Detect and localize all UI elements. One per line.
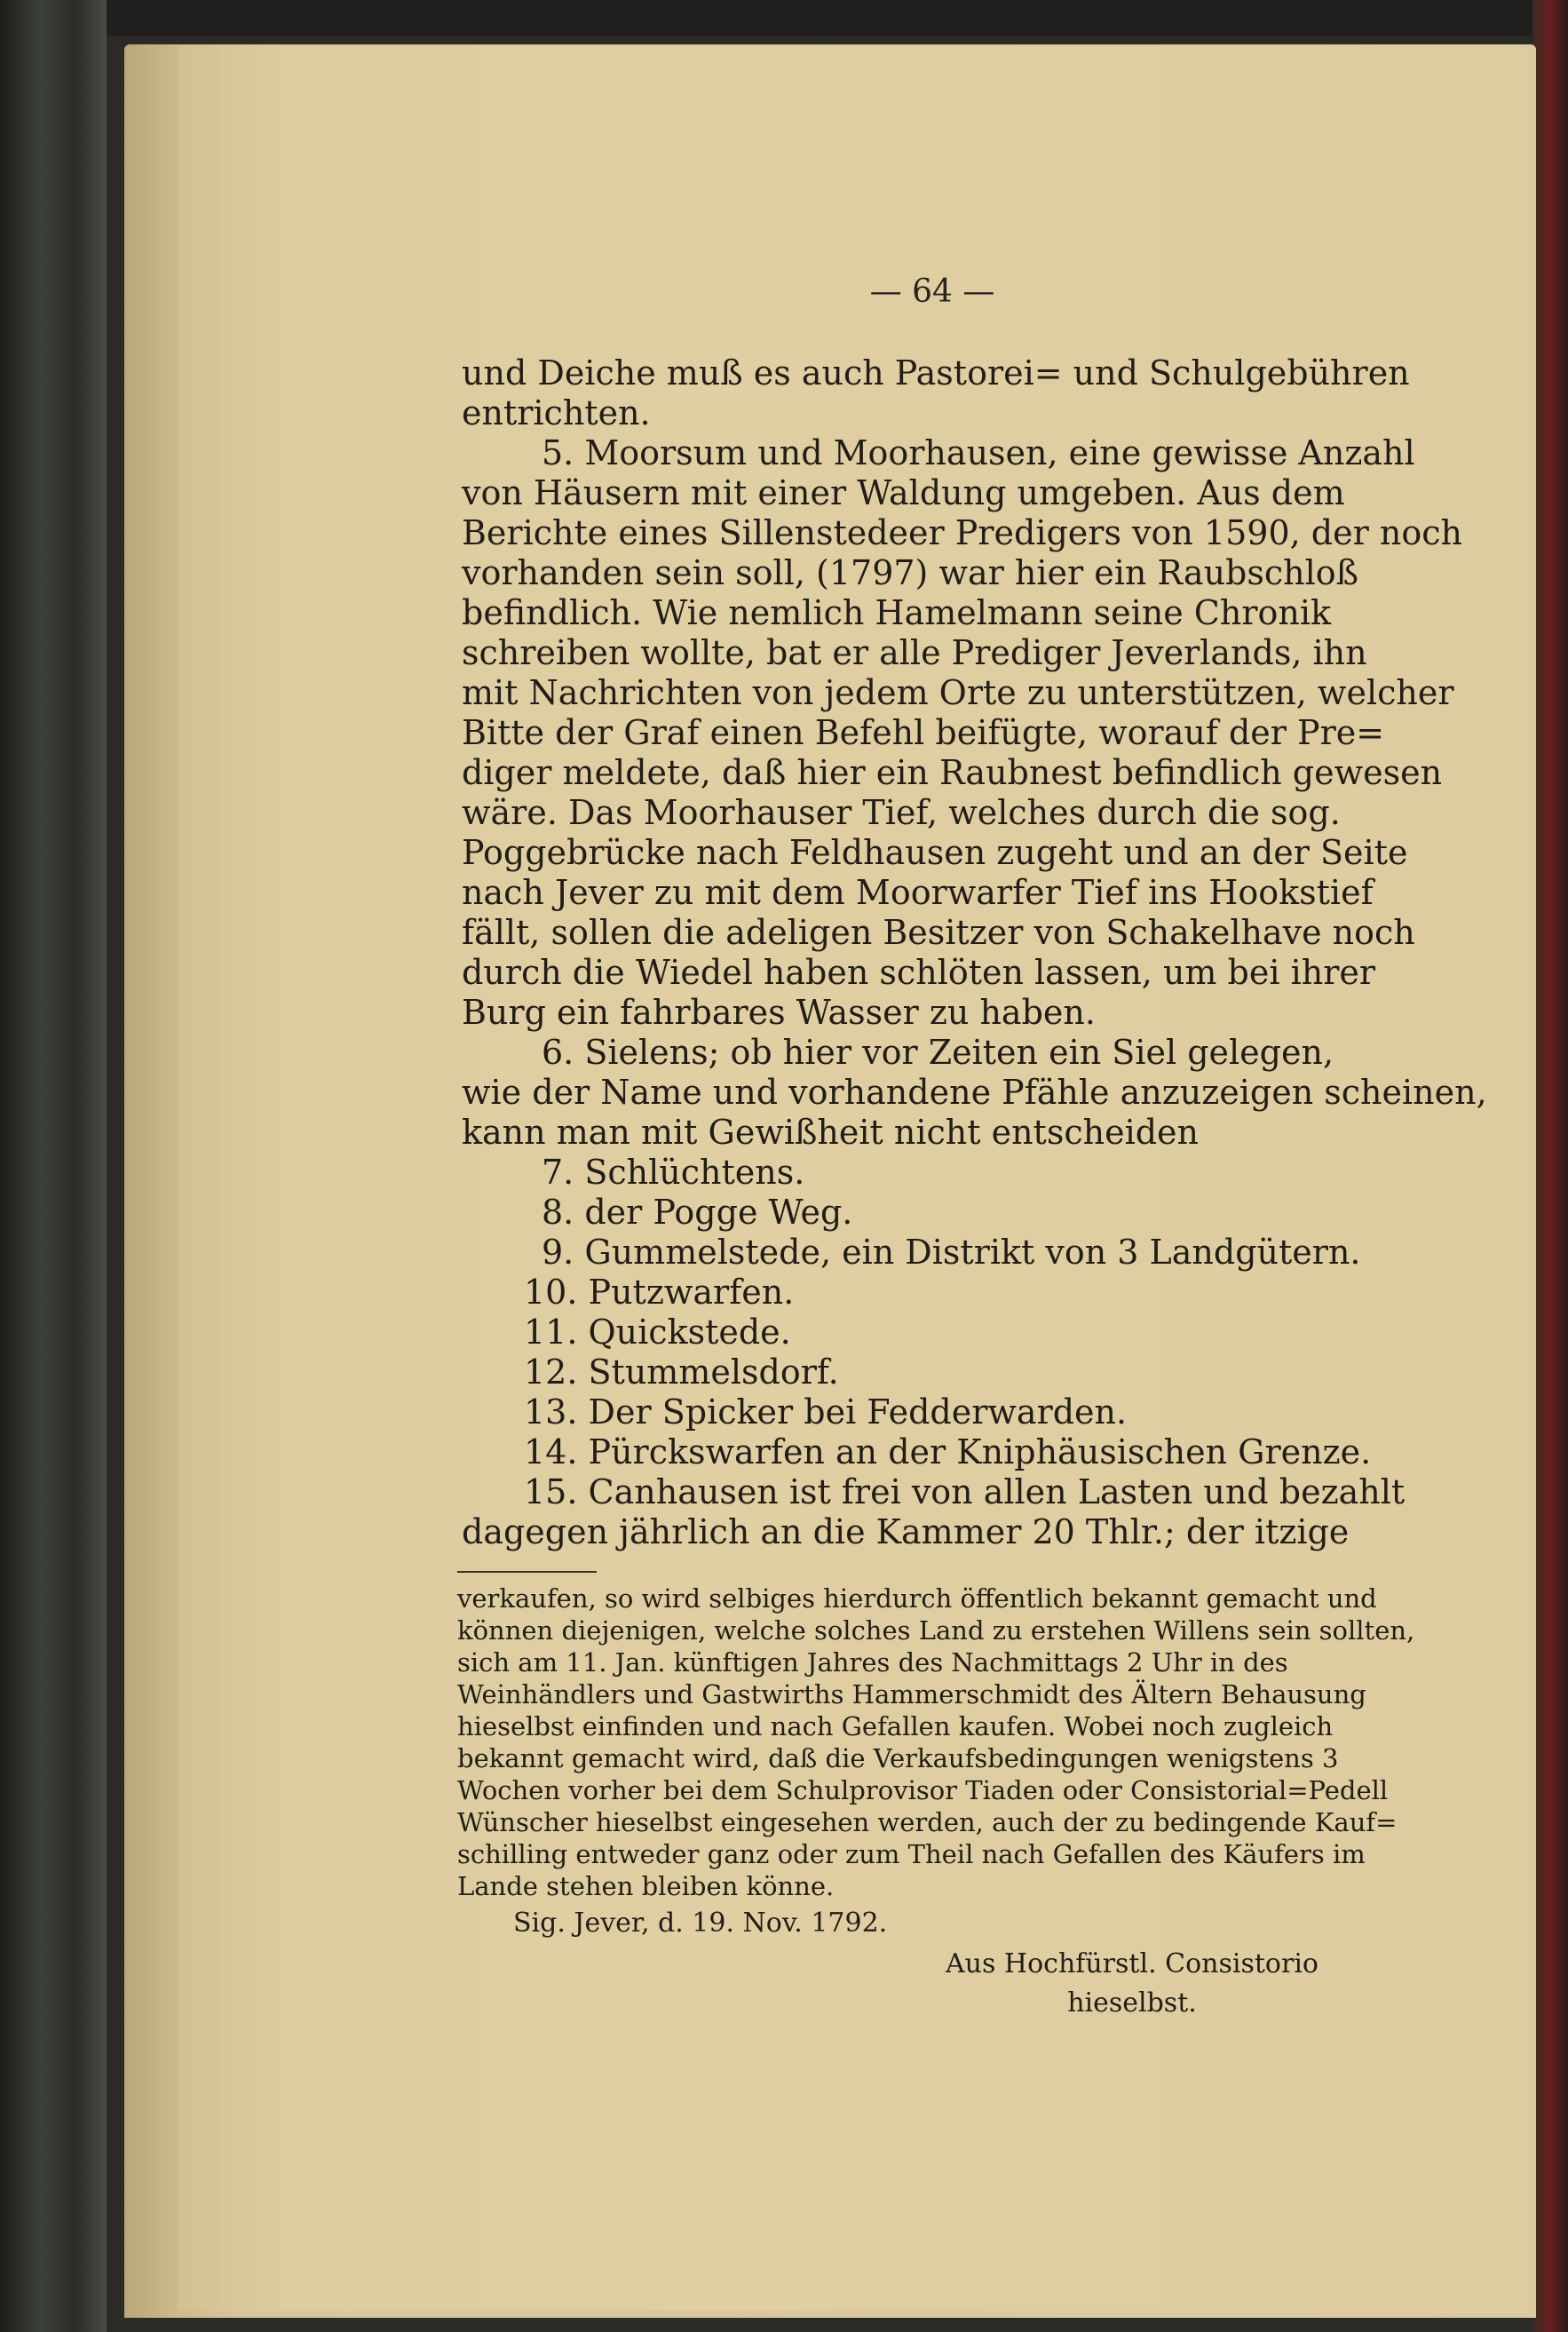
footnote-line: Weinhändlers und Gastwirths Hammerschmidt des Ältern Behausung	[457, 1679, 1366, 1709]
book-binding-right	[1532, 0, 1568, 2332]
text-line: und Deiche muß es auch Pastorei= und Schulgebühren	[462, 353, 1410, 393]
list-item: 9. Gummelstede, ein Distrikt von 3 Landgütern.	[542, 1233, 1361, 1272]
footnote-line: können diejenigen, welche solches Land zu erstehen Willens sein sollten,	[457, 1615, 1415, 1646]
footnote-text	[457, 1582, 1415, 1902]
text-line: 5. Moorsum und Moorhausen, eine gewisse Anzahl	[542, 433, 1415, 472]
page-number: — 64 —	[869, 274, 995, 310]
footnote-line: bekannt gemacht wird, daß die Verkaufsbedingungen wenigstens 3	[457, 1743, 1339, 1773]
book-binding-left	[0, 0, 107, 2332]
text-line: wäre. Das Moorhauser Tief, welches durch die sog.	[462, 793, 1341, 832]
list-item: 10. Putzwarfen.	[524, 1273, 795, 1312]
text-line: entrichten.	[462, 393, 651, 432]
text-line: kann man mit Gewißheit nicht entscheiden	[462, 1113, 1200, 1152]
footnote-line: Lande stehen bleiben könne.	[457, 1871, 835, 1901]
list-item: 15. Canhausen ist frei von allen Lasten und bezahlt	[524, 1472, 1406, 1511]
footnote-line: Wünscher hieselbst eingesehen werden, auch der zu bedingende Kauf=	[457, 1807, 1398, 1837]
main-text	[462, 353, 1487, 1552]
list-item: 12. Stummelsdorf.	[524, 1352, 839, 1392]
text-line: dagegen jährlich an die Kammer 20 Thlr.; der itzige	[462, 1512, 1350, 1551]
footnote-line: Wochen vorher bei dem Schulprovisor Tiaden oder Consistorial=Pedell	[457, 1775, 1389, 1805]
issuer-line: Aus Hochfürstl. Consistorio	[946, 1948, 1319, 1979]
footnote-line: schilling entweder ganz oder zum Theil nach Gefallen des Käufers im	[457, 1839, 1366, 1869]
text-line: durch die Wiedel haben schlöten lassen, um bei ihrer	[462, 953, 1376, 992]
text-line: Bitte der Graf einen Befehl beifügte, worauf der Pre=	[462, 713, 1385, 752]
text-line: wie der Name und vorhandene Pfähle anzuzeigen scheinen,	[462, 1073, 1487, 1112]
list-item: 13. Der Spicker bei Fedderwarden.	[524, 1392, 1128, 1432]
list-item: 14. Pürckswarfen an der Kniphäusischen Grenze.	[524, 1432, 1372, 1471]
footnote-line: verkaufen, so wird selbiges hierdurch öffentlich bekannt gemacht und	[457, 1583, 1377, 1614]
text-line: mit Nachrichten von jedem Orte zu unterstützen, welcher	[462, 673, 1454, 712]
book-binding-top	[0, 0, 1568, 36]
text-line: Berichte eines Sillenstedeer Predigers von 1590, der noch	[462, 513, 1462, 552]
issuer-line: hieselbst.	[1067, 1987, 1197, 2019]
text-line: diger meldete, daß hier ein Raubnest befindlich gewesen	[462, 753, 1443, 792]
text-line: nach Jever zu mit dem Moorwarfer Tief ins Hookstief	[462, 873, 1374, 912]
text-line: von Häusern mit einer Waldung umgeben. Aus dem	[462, 473, 1345, 512]
footnote-line: hieselbst einfinden und nach Gefallen kaufen. Wobei noch zugleich	[457, 1711, 1334, 1741]
text-line: 6. Sielens; ob hier vor Zeiten ein Siel gelegen,	[542, 1033, 1334, 1072]
footnote-line: sich am 11. Jan. künftigen Jahres des Nachmittags 2 Uhr in des	[457, 1647, 1288, 1678]
text-line: Poggebrücke nach Feldhausen zugeht und an der Seite	[462, 833, 1408, 872]
list-item: 7. Schlüchtens.	[542, 1153, 805, 1192]
text-line: Burg ein fahrbares Wasser zu haben.	[462, 993, 1096, 1032]
issuer-block	[946, 1945, 1319, 2023]
signature-line: Sig. Jever, d. 19. Nov. 1792.	[513, 1908, 888, 1939]
text-line: vorhanden sein soll, (1797) war hier ein Raubschloß	[462, 553, 1359, 592]
list-item: 11. Quickstede.	[524, 1313, 791, 1352]
footnote-divider	[457, 1571, 597, 1573]
list-item: 8. der Pogge Weg.	[542, 1193, 853, 1232]
text-line: befindlich. Wie nemlich Hamelmann seine Chronik	[462, 593, 1332, 632]
text-line: fällt, sollen die adeligen Besitzer von Schakelhave noch	[462, 913, 1415, 952]
text-line: schreiben wollte, bat er alle Prediger Jeverlands, ihn	[462, 633, 1367, 672]
